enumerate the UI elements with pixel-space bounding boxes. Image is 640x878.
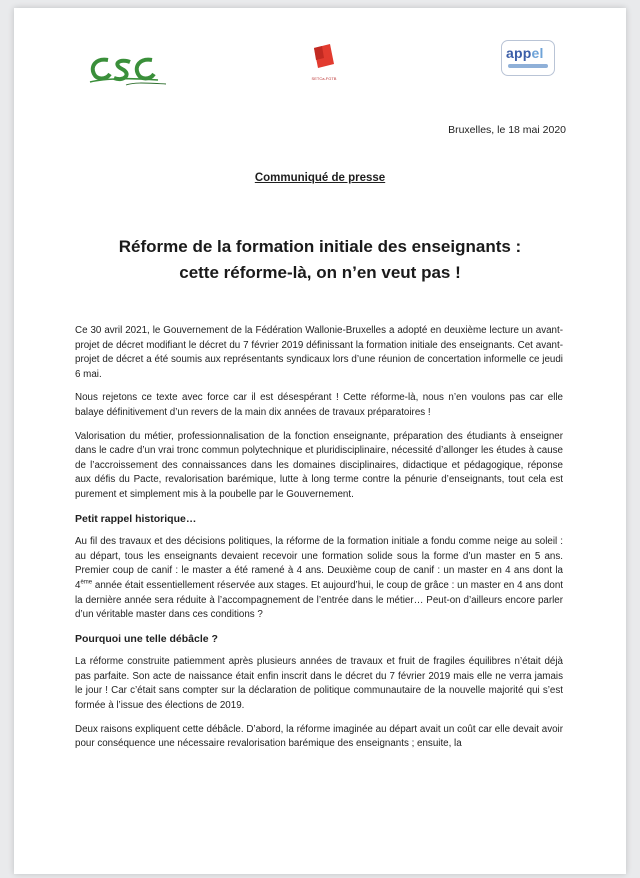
document-date: Bruxelles, le 18 mai 2020: [448, 124, 566, 136]
paragraph: Nous rejetons ce texte avec force car il est désespérant ! Cette réforme-là, nous n’en voulons pas car elle balaye définitivement d’un revers de la main dix années de travaux préparatoires !: [75, 392, 563, 418]
paragraph: La réforme construite patiemment après plusieurs années de travaux et fruit de fragiles équilibres n’était déjà pas parfaite. Son acte de naissance était enfin inscrit dans le décret du 7 février 2019 mais elle ne verra jamais le jour ! Car c’était sans compter sur la déclaration de politique communautaire de la nouvelle majorité qui s’est formée à l’issue des élections de 2019.: [75, 656, 563, 712]
section-heading: Petit rappel historique…: [75, 512, 197, 525]
title-line-1: Réforme de la formation initiale des enseignants :: [118, 237, 522, 256]
csc-enseignement-logo: [86, 52, 176, 92]
paragraph: Valorisation du métier, professionnalisation de la fonction enseignante, préparation des étudiants à enseigner dans le cadre d’un vrai tronc commun polytechnique et pluridisciplinaire, nécessité d’allonger les études à cause de l’accroissement des connaissances dans les domaines disciplinaires, didactique et pédagogique, réponse aux défis du Pacte, revalorisation barémique, lutte à long terme contre la pénurie d’enseignants, tout cela est purement et simplement mis à la poubelle par le Gouvernement.: [75, 430, 563, 500]
document-type-heading: Communiqué de presse: [254, 172, 386, 184]
appel-logo: appel: [501, 40, 555, 76]
setca-fgtb-logo: [304, 42, 344, 98]
setca-logo-caption: SETCa-FGTB: [311, 76, 337, 81]
press-release-body: [75, 324, 563, 761]
paragraph: Deux raisons expliquent cette débâcle. D’abord, la réforme imaginée au départ avait un coût car elle devait avoir pour conséquence une nécessaire revalorisation barémique des enseignants ; ensuite, la: [75, 723, 563, 750]
paragraph: Au fil des travaux et des décisions politiques, la réforme de la formation initiale a fondu comme neige au soleil : au départ, tous les enseignants devaient recevoir une formation solide sous la forme d’un master en 5 ans. Premier coup de canif : le master a été ramené à 4 ans. Deuxième coup de canif : un master en 4 ans dont la 4ème année était essentiellement réservée aux stages. Et aujourd’hui, le coup de grâce : un master en 4 ans dont la dernière année sera réduite à l’accompagnement de l’entrée dans le métier… Peut-on d’ailleurs encore parler d’un véritable master dans ces conditions ?: [75, 536, 563, 621]
document-page: [14, 8, 626, 874]
section-heading: Pourquoi une telle débâcle ?: [75, 632, 218, 645]
press-release-title: [74, 234, 566, 286]
title-line-2: cette réforme-là, on n’en veut pas !: [179, 263, 461, 282]
paragraph: Ce 30 avril 2021, le Gouvernement de la Fédération Wallonie-Bruxelles a adopté en deuxième lecture un avant-projet de décret modifiant le décret du 7 février 2019 définissant la formation initiale des enseignants. Cet avant-projet de décret a été soumis aux représentants syndicaux lors d’une réunion de concertation informelle ce jeudi 6 mai.: [75, 325, 563, 380]
